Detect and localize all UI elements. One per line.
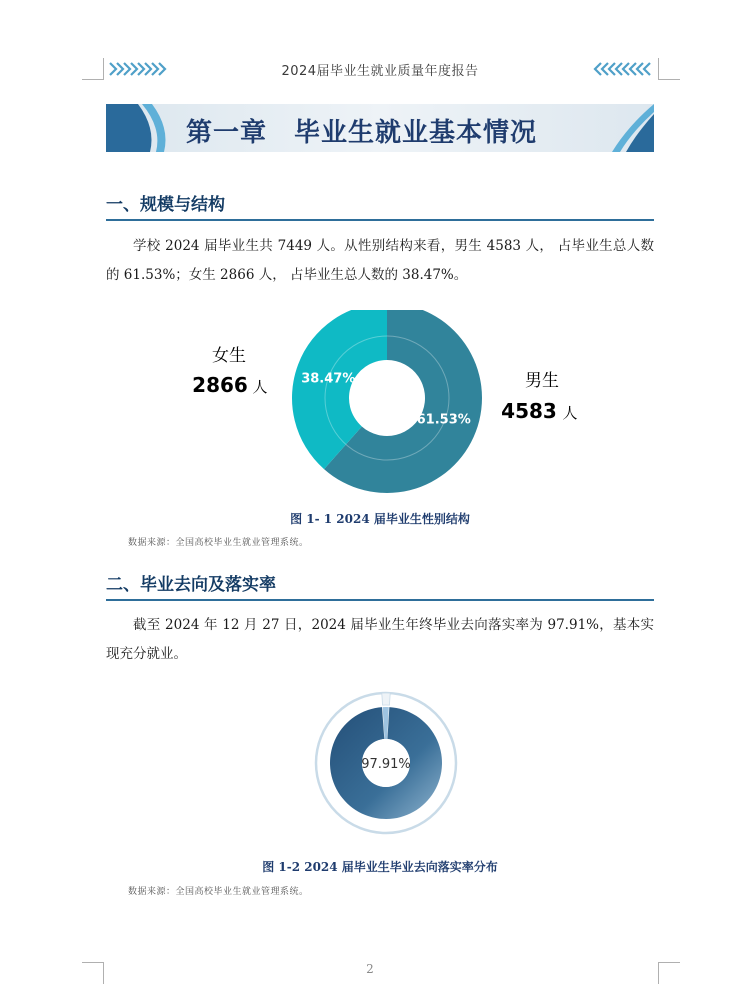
rate-center-label: 97.91%: [361, 757, 411, 772]
chevron-left-icon: [588, 62, 652, 76]
corner-mark-top-right: [658, 58, 680, 80]
page-number: 2: [366, 962, 374, 976]
chapter-title: 第一章 毕业生就业基本情况: [186, 118, 538, 148]
chapter-banner: [106, 104, 654, 152]
gender-data-label-male: 61.53%: [416, 412, 471, 428]
female-legend-label: 女生: [212, 346, 246, 366]
figure1-source: 数据来源：全国高校毕业生就业管理系统。: [128, 538, 309, 548]
gender-data-label-female: 38.47%: [301, 371, 356, 387]
scale-paragraph: 学校 2024 届毕业生共 7449 人。从性别结构来看，男生 4583 人， 占毕业生总人数的 61.53%；女生 2866 人， 占毕业生总人数的 38.47%。: [106, 238, 654, 283]
male-count-label: 4583: [501, 399, 557, 423]
male-legend-label: 男生: [525, 371, 559, 391]
header-title: 2024届毕业生就业质量年度报告: [281, 64, 479, 79]
placement-rate-donut-chart: [106, 672, 654, 852]
rate-outer-gap: [382, 693, 390, 705]
section-heading-destination: 二、毕业去向及落实率: [106, 570, 654, 601]
running-header: [106, 52, 654, 86]
female-unit-label: 人: [252, 378, 268, 396]
destination-paragraph: 截至 2024 年 12 月 27 日，2024 届毕业生年终毕业去向落实率为 97.91%，基本实现充分就业。: [106, 617, 654, 662]
figure1-caption: 图 1- 1 2024 届毕业生性别结构: [290, 512, 470, 526]
section-heading-scale: 一、规模与结构: [106, 190, 654, 221]
corner-mark-top-left: [82, 58, 104, 80]
male-unit-label: 人: [562, 404, 578, 422]
gender-donut-chart: [106, 310, 654, 495]
female-count-label: 2866: [192, 373, 248, 397]
figure2-caption: 图 1-2 2024 届毕业生毕业去向落实率分布: [262, 860, 498, 874]
figure2-source: 数据来源：全国高校毕业生就业管理系统。: [128, 887, 309, 897]
